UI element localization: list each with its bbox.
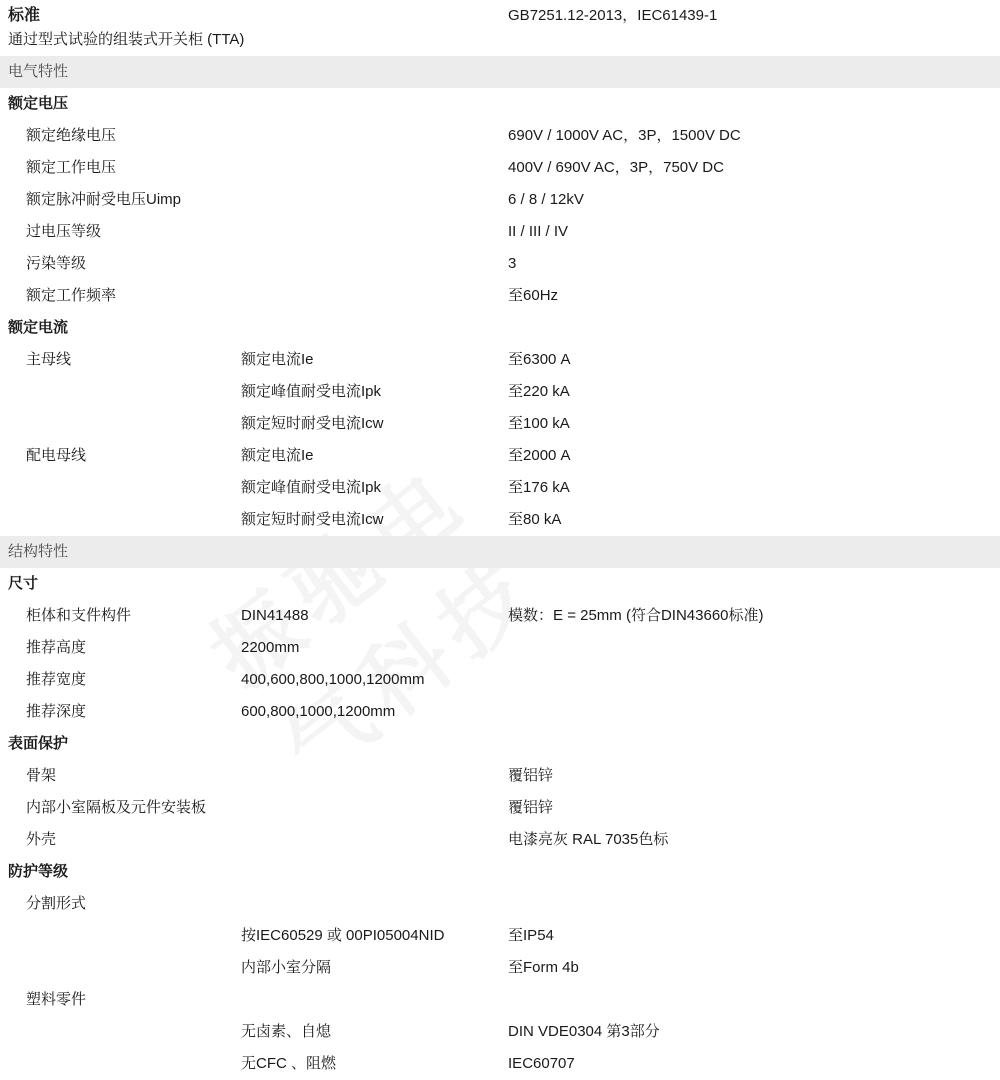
row-label: 污染等级 [26, 255, 87, 272]
row-value: 3 [508, 255, 517, 272]
row-label: 塑料零件 [26, 991, 87, 1008]
table-row [0, 952, 1000, 984]
row-sublabel [215, 152, 500, 184]
table-row [0, 664, 1000, 696]
row-sublabel [215, 280, 500, 312]
row-value: 至Form 4b [508, 959, 579, 976]
table-row [0, 280, 1000, 312]
table-row [0, 1048, 1000, 1080]
row-sublabel: 额定短时耐受电流Icw [241, 415, 384, 432]
group-title-row [0, 728, 1000, 760]
row-sublabel: 2200mm [241, 639, 300, 656]
table-row [0, 120, 1000, 152]
section-header-row [0, 56, 1000, 88]
header-value: GB7251.12-2013，IEC61439-1 [508, 7, 718, 24]
table-row [0, 184, 1000, 216]
row-sublabel: 额定电流Ie [241, 447, 314, 464]
page-title: 标准 [8, 7, 41, 24]
row-value: 至176 kA [508, 479, 570, 496]
row-label: 过电压等级 [26, 223, 102, 240]
table-row [0, 248, 1000, 280]
group-title-spacer [500, 312, 1000, 344]
group-title-spacer [500, 856, 1000, 888]
row-sublabel: 无CFC 、阻燃 [241, 1055, 336, 1072]
row-label [0, 920, 215, 952]
table-row [0, 888, 1000, 920]
table-row [0, 920, 1000, 952]
group-title: 尺寸 [8, 575, 39, 592]
row-label [0, 1048, 215, 1080]
row-label [0, 1016, 215, 1048]
group-title-spacer [500, 88, 1000, 120]
table-row [0, 344, 1000, 376]
row-label: 推荐宽度 [26, 671, 87, 688]
row-value: 至IP54 [508, 927, 554, 944]
row-sublabel: 内部小室分隔 [241, 959, 332, 976]
row-sublabel [215, 984, 500, 1016]
row-label: 主母线 [26, 351, 72, 368]
section-header-label: 结构特性 [0, 536, 1000, 568]
row-value: 覆铝锌 [508, 767, 554, 784]
row-sublabel [215, 888, 500, 920]
row-sublabel [215, 248, 500, 280]
row-label: 推荐高度 [26, 639, 87, 656]
table-row [0, 408, 1000, 440]
row-sublabel [215, 120, 500, 152]
table-row [0, 216, 1000, 248]
row-sublabel [215, 792, 500, 824]
row-sublabel: 额定电流Ie [241, 351, 314, 368]
table-row-header [0, 0, 1000, 56]
row-sublabel: DIN41488 [241, 607, 309, 624]
table-row [0, 824, 1000, 856]
group-title-spacer [500, 568, 1000, 600]
row-sublabel [215, 184, 500, 216]
section-header-row [0, 536, 1000, 568]
group-title-row [0, 568, 1000, 600]
page-subtitle: 通过型式试验的组装式开关柜 (TTA) [8, 31, 245, 48]
table-row [0, 504, 1000, 536]
group-title-spacer [500, 728, 1000, 760]
row-label: 额定脉冲耐受电压Uimp [26, 191, 182, 208]
row-sublabel: 按IEC60529 或 00PI05004NID [241, 927, 445, 944]
row-value: 690V / 1000V AC，3P，1500V DC [508, 127, 741, 144]
row-value: 覆铝锌 [508, 799, 554, 816]
row-label: 内部小室隔板及元件安装板 [26, 799, 207, 816]
row-sublabel: 600,800,1000,1200mm [241, 703, 396, 720]
section-header-label: 电气特性 [0, 56, 1000, 88]
row-sublabel: 额定峰值耐受电流Ipk [241, 479, 382, 496]
row-label [0, 504, 215, 536]
table-row [0, 152, 1000, 184]
row-sublabel [215, 760, 500, 792]
row-sublabel: 额定峰值耐受电流Ipk [241, 383, 382, 400]
group-title-row [0, 856, 1000, 888]
table-row [0, 696, 1000, 728]
row-label: 额定绝缘电压 [26, 127, 117, 144]
table-row [0, 760, 1000, 792]
table-row [0, 1016, 1000, 1048]
row-value [500, 696, 1000, 728]
row-label: 分割形式 [26, 895, 87, 912]
row-label [0, 952, 215, 984]
row-label: 推荐深度 [26, 703, 87, 720]
table-row [0, 600, 1000, 632]
row-value: 至60Hz [508, 287, 559, 304]
row-label: 配电母线 [26, 447, 87, 464]
row-value: 电漆亮灰 RAL 7035色标 [508, 831, 669, 848]
row-value: 400V / 690V AC，3P，750V DC [508, 159, 724, 176]
row-value: 至2000 A [508, 447, 571, 464]
group-title: 额定电压 [8, 95, 69, 112]
row-label: 额定工作电压 [26, 159, 117, 176]
group-title: 防护等级 [8, 863, 69, 880]
table-row [0, 440, 1000, 472]
row-sublabel [215, 824, 500, 856]
table-row [0, 984, 1000, 1016]
row-value: 至220 kA [508, 383, 570, 400]
row-value [500, 632, 1000, 664]
row-value: 至80 kA [508, 511, 562, 528]
row-label: 柜体和支件构件 [26, 607, 132, 624]
row-label: 骨架 [26, 767, 57, 784]
row-value [500, 888, 1000, 920]
row-value [500, 984, 1000, 1016]
row-sublabel: 400,600,800,1000,1200mm [241, 671, 425, 688]
row-label [0, 472, 215, 504]
table-row [0, 472, 1000, 504]
row-sublabel [215, 216, 500, 248]
row-sublabel: 额定短时耐受电流Icw [241, 511, 384, 528]
row-sublabel: 无卤素、自熄 [241, 1023, 332, 1040]
group-title: 表面保护 [8, 735, 69, 752]
row-value: DIN VDE0304 第3部分 [508, 1023, 660, 1040]
row-label [0, 376, 215, 408]
table-row [0, 632, 1000, 664]
row-label [0, 408, 215, 440]
row-value: 6 / 8 / 12kV [508, 191, 584, 208]
row-value: 至100 kA [508, 415, 570, 432]
row-value [500, 664, 1000, 696]
group-title-row [0, 312, 1000, 344]
row-value: II / III / IV [508, 223, 569, 240]
row-value: 模数：E = 25mm (符合DIN43660标准) [508, 607, 764, 624]
row-label: 额定工作频率 [26, 287, 117, 304]
row-label: 外壳 [26, 831, 57, 848]
table-row [0, 792, 1000, 824]
row-value: IEC60707 [508, 1055, 575, 1072]
group-title-row [0, 88, 1000, 120]
group-title: 额定电流 [8, 319, 69, 336]
row-value: 至6300 A [508, 351, 571, 368]
header-cell [0, 0, 500, 56]
table-row [0, 376, 1000, 408]
